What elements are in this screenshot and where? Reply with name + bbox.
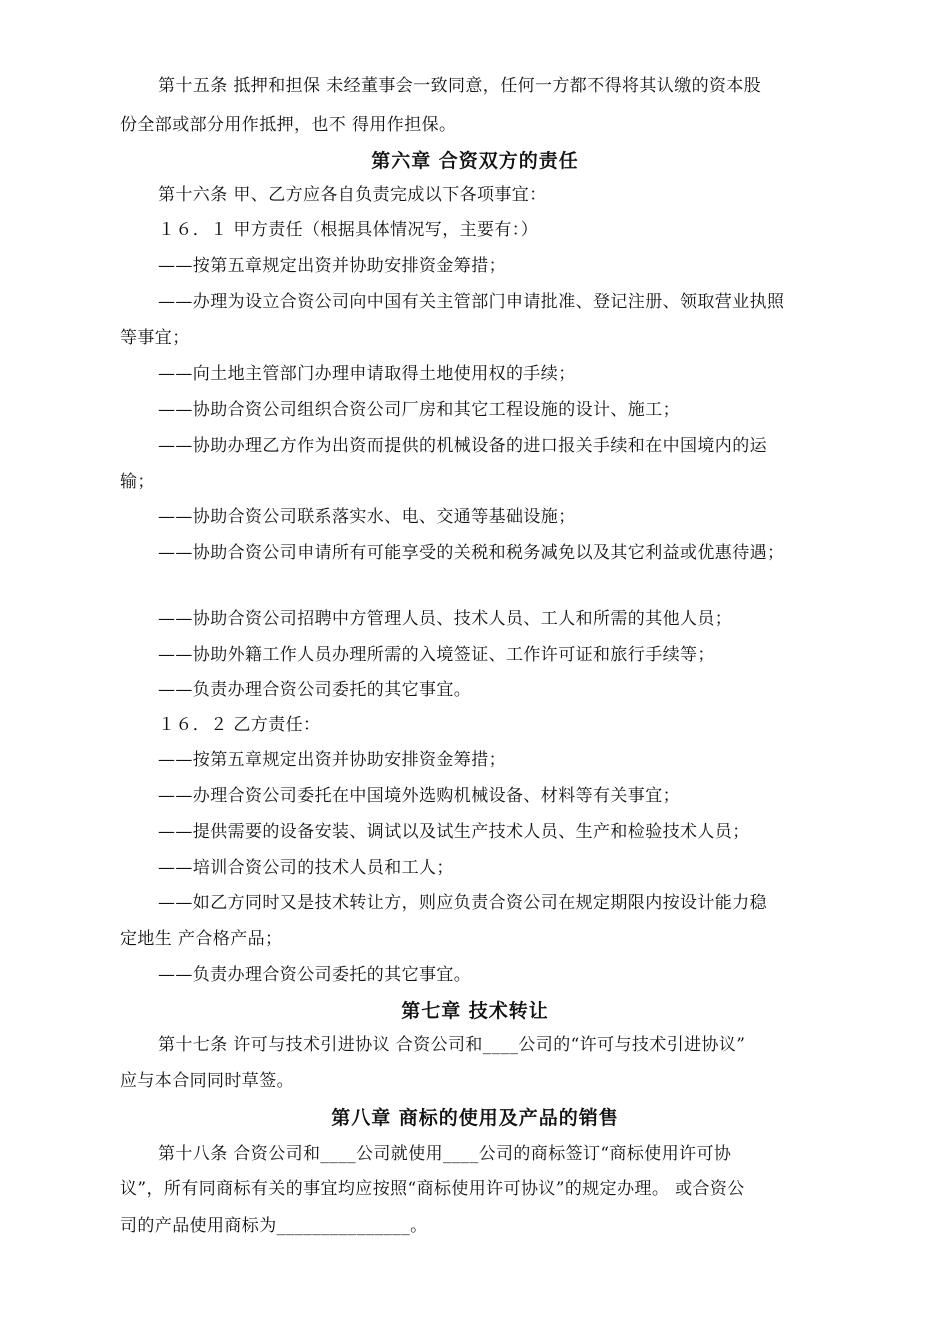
party-b-duty-5-line-2: 定地生 产合格产品；	[120, 929, 283, 949]
party-b-duties-heading: １６．２ 乙方责任：	[158, 715, 321, 735]
party-b-duty-1: ——按第五章规定出资并协助安排资金筹措；	[158, 750, 506, 770]
party-a-duty-8: ——协助合资公司招聘中方管理人员、技术人员、工人和所需的其他人员；	[158, 609, 733, 629]
article-15-line-2: 份全部或部分用作抵押，也不 得用作担保。	[120, 115, 457, 135]
party-a-duty-1: ——按第五章规定出资并协助安排资金筹措；	[158, 256, 506, 276]
party-b-duty-4: ——培训合资公司的技术人员和工人；	[158, 858, 454, 878]
chapter-8-heading: 第八章 商标的使用及产品的销售	[331, 1107, 619, 1129]
article-18-line-1: 第十八条 合资公司和____公司就使用____公司的商标签订“商标使用许可协	[158, 1144, 732, 1164]
article-16-intro: 第十六条 甲、乙方应各自负责完成以下各项事宜：	[158, 185, 547, 205]
article-18-line-3: 司的产品使用商标为_______________。	[120, 1216, 428, 1236]
party-b-duty-2: ——办理合资公司委托在中国境外选购机械设备、材料等有关事宜；	[158, 786, 680, 806]
party-a-duty-4: ——协助合资公司组织合资公司厂房和其它工程设施的设计、施工；	[158, 400, 680, 420]
party-a-duty-2-line-1: ——办理为设立合资公司向中国有关主管部门申请批准、登记注册、领取营业执照	[158, 292, 785, 312]
article-15-line-1: 第十五条 抵押和担保 未经董事会一致同意，任何一方都不得将其认缴的资本股	[158, 76, 762, 96]
party-a-duty-2-line-2: 等事宜；	[120, 328, 190, 348]
article-17-line-1: 第十七条 许可与技术引进协议 合资公司和____公司的“许可与技术引进协议”	[158, 1035, 746, 1055]
party-b-duty-3: ——提供需要的设备安装、调试以及试生产技术人员、生产和检验技术人员；	[158, 822, 750, 842]
party-b-duty-5-line-1: ——如乙方同时又是技术转让方，则应负责合资公司在规定期限内按设计能力稳	[158, 893, 767, 913]
party-a-duties-heading: １６．１ 甲方责任（根据具体情况写，主要有：）	[158, 220, 539, 240]
article-18-line-2: 议”，所有同商标有关的事宜均应按照“商标使用许可协议”的规定办理。 或合资公	[120, 1179, 745, 1199]
chapter-6-heading: 第六章 合资双方的责任	[371, 150, 579, 172]
party-a-duty-5-line-2: 输；	[120, 472, 155, 492]
party-a-duty-9: ——协助外籍工作人员办理所需的入境签证、工作许可证和旅行手续等；	[158, 645, 715, 665]
party-a-duty-6: ——协助合资公司联系落实水、电、交通等基础设施；	[158, 507, 576, 527]
party-a-duty-7: ——协助合资公司申请所有可能享受的关税和税务减免以及其它利益或优惠待遇；	[158, 543, 785, 563]
party-a-duty-10: ——负责办理合资公司委托的其它事宜。	[158, 680, 472, 700]
chapter-7-heading: 第七章 技术转让	[401, 1000, 549, 1022]
party-a-duty-5-line-1: ——协助办理乙方作为出资而提供的机械设备的进口报关手续和在中国境内的运	[158, 436, 767, 456]
article-17-line-2: 应与本合同同时草签。	[120, 1071, 294, 1091]
party-b-duty-6: ——负责办理合资公司委托的其它事宜。	[158, 965, 472, 985]
party-a-duty-3: ——向土地主管部门办理申请取得土地使用权的手续；	[158, 364, 576, 384]
